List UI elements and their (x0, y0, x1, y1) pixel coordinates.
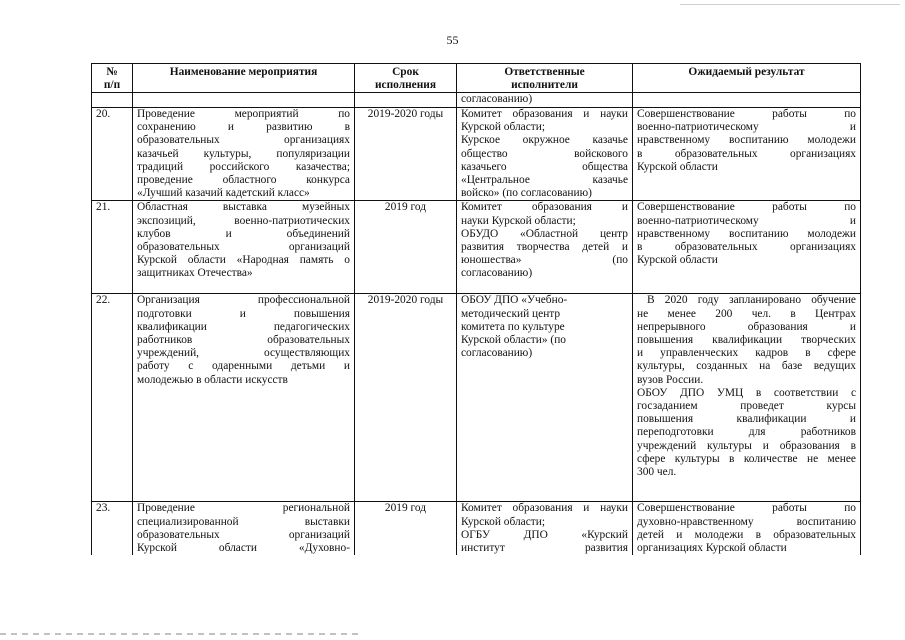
header-term: Срок исполнения (355, 64, 457, 93)
row-responsible: Комитет образования и науки Курской области; Курское окружное казачье общество войскового казачьего общества «Центральное казачье войско» (по согласованию) (457, 108, 633, 201)
measures-table (91, 63, 861, 555)
row-number: 22. (92, 294, 133, 502)
row-result: Совершенствование работы по духовно-нравственному воспитанию детей и молодежи в образовательных организациях Курской области (633, 502, 861, 555)
header-responsible: Ответственные исполнители (457, 64, 633, 93)
page-number: 55 (446, 33, 459, 47)
row-measure-name: Организация профессиональной подготовки и повышения квалификации педагогических работников образовательных учреждений, осуществляющих работу с одаренными детьми и молодежью в области искусств (133, 294, 355, 502)
header-result: Ожидаемый результат (633, 64, 861, 93)
row-number: 20. (92, 108, 133, 201)
row-result: Совершенствование работы по военно-патриотическому и нравственному воспитанию молодежи в образовательных организациях Курской области (633, 201, 861, 294)
row-measure-name: Проведение региональной специализированной выставки образовательных организаций Курской области «Духовно- (133, 502, 355, 555)
table-row (92, 108, 861, 201)
table-row (92, 294, 861, 502)
row-responsible: Комитет образования и науки Курской области; ОГБУ ДПО «Курский институт развития (457, 502, 633, 555)
row-term: 2019-2020 годы (355, 108, 457, 201)
row-result: Совершенствование работы по военно-патриотическому и нравственному воспитанию молодежи в образовательных организациях Курской области (633, 108, 861, 201)
row-number: 23. (92, 502, 133, 555)
row-measure-name: Проведение мероприятий по сохранению и развитию в образовательных организациях казачьей культуры, популяризации традиций российского казачества; проведение областного конкурса «Лучший казачий кадетский класс» (133, 108, 355, 201)
row-term: 2019 год (355, 201, 457, 294)
continuation-row (92, 93, 861, 108)
row-term: 2019-2020 годы (355, 294, 457, 502)
table-row (92, 201, 861, 294)
row-responsible: Комитет образования и науки Курской области; ОБУДО «Областной центр развития творчества детей и юношества» (по согласованию) (457, 201, 633, 294)
header-name: Наименование мероприятия (133, 64, 355, 93)
scan-artifact-bottom (0, 633, 360, 635)
row-result: В 2020 году запланировано обучение не менее 200 чел. в Центрах непрерывного образования и повышения квалификации творческих и управленческих кадров в сфере культуры, созданных на базе ведущих вузов России. ОБОУ ДПО УМЦ в соответствии с госзаданием проведет курсы повышения квалификации и переподготовки для работников учреждений культуры и образования в сфере культуры в количестве не менее 300 чел. (633, 294, 861, 502)
continuation-responsible: согласованию) (457, 93, 633, 108)
row-number: 21. (92, 201, 133, 294)
scan-artifact-top (680, 4, 900, 5)
table-header-row (92, 64, 861, 93)
row-responsible: ОБОУ ДПО «Учебно- методический центр комитета по культуре Курской области» (по согласованию) (457, 294, 633, 502)
row-term: 2019 год (355, 502, 457, 555)
row-measure-name: Областная выставка музейных экспозиций, военно-патриотических клубов и объединений образовательных организаций Курской области «Народная память о защитниках Отечества» (133, 201, 355, 294)
table-row (92, 502, 861, 555)
header-num: № п/п (92, 64, 133, 93)
